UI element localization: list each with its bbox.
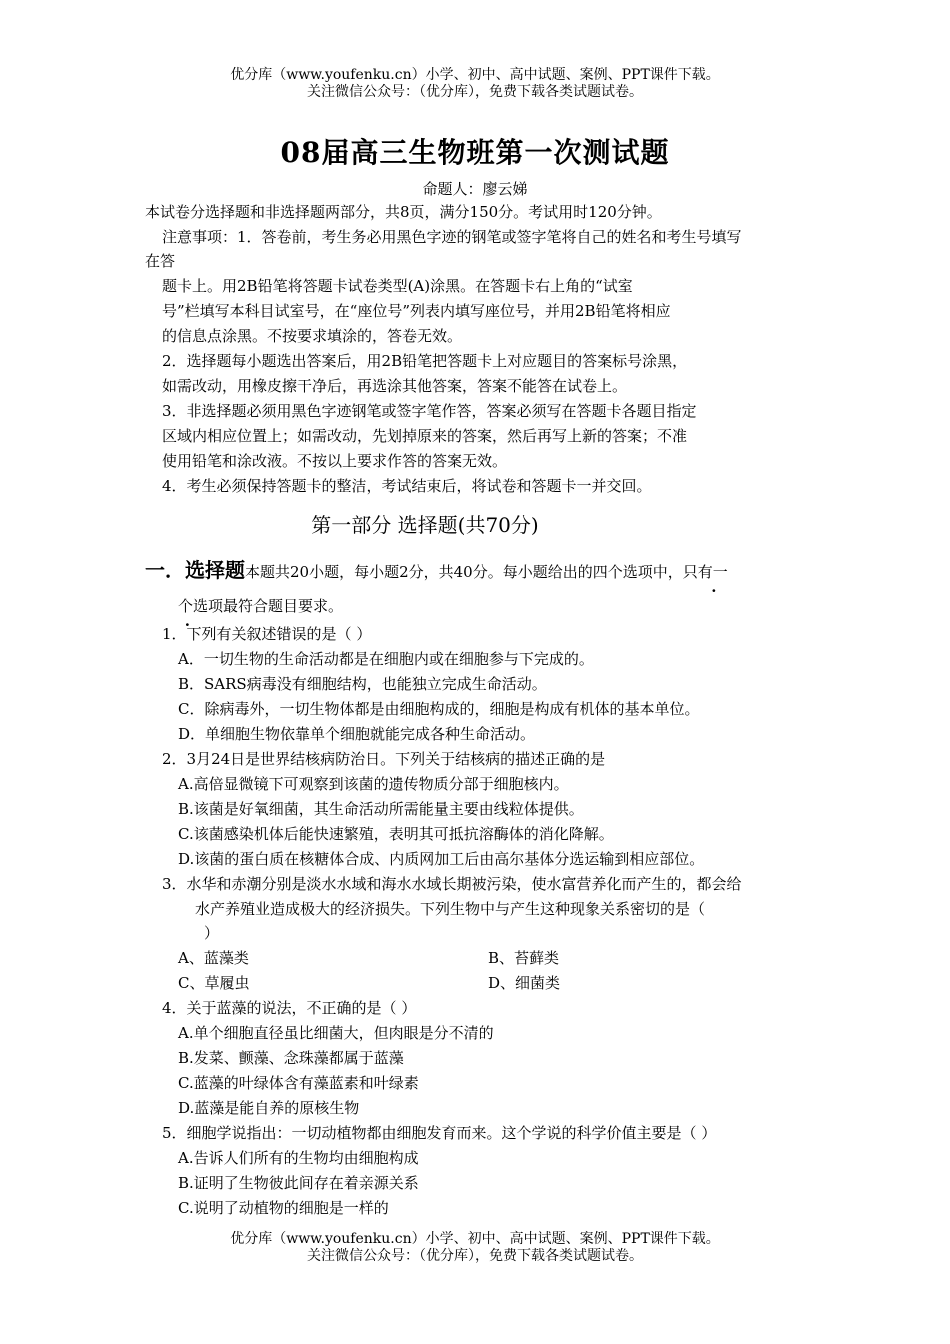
part-one-title: 第一部分 选择题(共70分) [311, 513, 539, 537]
notes-line: 号”栏填写本科目试室号，在“座位号”列表内填写座位号，并用2B铅笔将相应 [162, 302, 671, 320]
intro-text: 本试卷分选择题和非选择题两部分，共8页，满分150分。考试用时120分钟。 [145, 203, 662, 221]
page-header [0, 67, 950, 101]
option-c: C、草履虫 [178, 974, 250, 992]
question-stem-cont: ） [204, 924, 220, 942]
section-one-desc-cont [178, 596, 343, 616]
option-d: D、细菌类 [488, 974, 561, 992]
option-b: B．SARS病毒没有细胞结构，也能独立完成生命活动。 [178, 675, 547, 693]
question-stem: 4．关于蓝藻的说法，不正确的是（ ） [162, 999, 417, 1017]
emphasis-text: 个 [178, 597, 194, 615]
notes-line: 在答 [145, 252, 176, 270]
option-a: A.告诉人们所有的生物均由细胞构成 [178, 1149, 419, 1167]
option-c: C.说明了动植物的细胞是一样的 [178, 1199, 389, 1217]
section-one-desc-tail: 选项最符合题目要求。 [193, 597, 344, 615]
page-title: 08届高三生物班第一次测试题 [280, 136, 670, 169]
question-stem: 5．细胞学说指出：一切动植物都由细胞发育而来。这个学说的科学价值主要是（ ） [162, 1124, 717, 1142]
notes-line: 4．考生必须保持答题卡的整洁，考试结束后，将试卷和答题卡一并交回。 [162, 477, 652, 495]
option-c: C.该菌感染机体后能快速繁殖，表明其可抵抗溶酶体的消化降解。 [178, 825, 614, 843]
notes-line: 如需改动，用橡皮擦干净后，再选涂其他答案，答案不能答在试卷上。 [162, 377, 628, 395]
notes-line: 题卡上。用2B铅笔将答题卡试卷类型(A)涂黑。在答题卡右上角的“试室 [162, 277, 633, 295]
section-one-header [145, 560, 728, 582]
question-stem: 2．3月24日是世界结核病防治日。下列关于结核病的描述正确的是 [162, 750, 606, 768]
notes-line: 的信息点涂黑。不按要求填涂的，答卷无效。 [162, 327, 463, 345]
notes-line: 3．非选择题必须用黑色字迹钢笔或签字笔作答，答案必须写在答题卡各题目指定 [162, 402, 697, 420]
option-d: D.该菌的蛋白质在核糖体合成、内质网加工后由高尔基体分选运输到相应部位。 [178, 850, 705, 868]
option-b: B.该菌是好氧细菌，其生命活动所需能量主要由线粒体提供。 [178, 800, 584, 818]
page-footer [0, 1231, 950, 1265]
option-d: D．单细胞生物依靠单个细胞就能完成各种生命活动。 [178, 725, 536, 743]
footer-line-1: 优分库（www.youfenku.cn）小学、初中、高中试题、案例、PPT课件下载。 [230, 1231, 720, 1247]
emphasis-text: 有一 [697, 563, 728, 581]
author-line: 命题人：廖云娣 [422, 180, 528, 198]
notes-line: 2．选择题每小题选出答案后，用2B铅笔把答题卡上对应题目的答案标号涂黑， [162, 352, 688, 370]
header-line-1: 优分库（www.youfenku.cn）小学、初中、高中试题、案例、PPT课件下载。 [230, 67, 720, 83]
option-c: C.蓝藻的叶绿体含有藻蓝素和叶绿素 [178, 1074, 419, 1092]
option-a: A、蓝藻类 [178, 949, 249, 967]
option-a: A．一切生物的生命活动都是在细胞内或在细胞参与下完成的。 [178, 650, 594, 668]
option-b: B、苔藓类 [488, 949, 560, 967]
option-c: C．除病毒外，一切生物体都是由细胞构成的，细胞是构成有机体的基本单位。 [178, 700, 700, 718]
notes-line: 使用铅笔和涂改液。不按以上要求作答的答案无效。 [162, 452, 508, 470]
option-a: A.高倍显微镜下可观察到该菌的遗传物质分部于细胞核内。 [178, 775, 569, 793]
notes-line: 注意事项：1．答卷前，考生务必用黑色字迹的钢笔或签字笔将自己的姓名和考生号填写 [162, 228, 742, 246]
option-b: B.证明了生物彼此间存在着亲源关系 [178, 1174, 419, 1192]
question-stem: 1．下列有关叙述错误的是（ ） [162, 625, 372, 643]
notes-line: 区域内相应位置上；如需改动，先划掉原来的答案，然后再写上新的答案；不准 [162, 427, 688, 445]
option-a: A.单个细胞直径虽比细菌大，但肉眼是分不清的 [178, 1024, 494, 1042]
option-d: D.蓝藻是能自养的原核生物 [178, 1099, 360, 1117]
question-stem-cont: 水产养殖业造成极大的经济损失。下列生物中与产生这种现象关系密切的是（ [195, 900, 706, 918]
question-stem: 3．水华和赤潮分别是淡水水域和海水水域长期被污染，使水富营养化而产生的，都会给 [162, 875, 742, 893]
section-one-label: 一．选择题 [145, 558, 245, 582]
footer-line-2: 关注微信公众号：（优分库），免费下载各类试题试卷。 [307, 1248, 643, 1264]
header-line-2: 关注微信公众号：（优分库），免费下载各类试题试卷。 [307, 84, 643, 100]
section-one-desc: 本题共20小题，每小题2分，共40分。每小题给出的四个选项中，只 [245, 563, 698, 581]
option-b: B.发菜、颤藻、念珠藻都属于蓝藻 [178, 1049, 404, 1067]
